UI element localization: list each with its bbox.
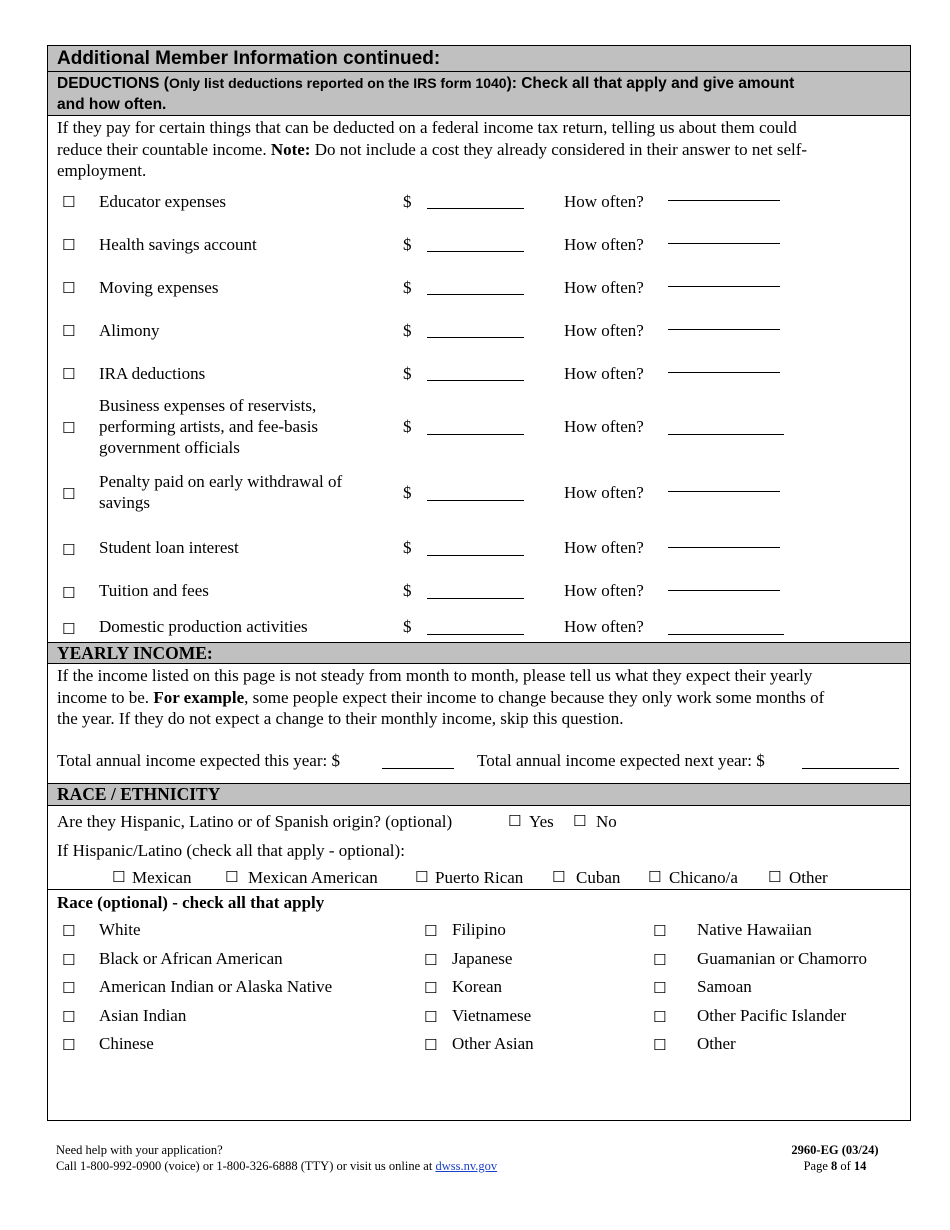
how-often-label: How often? [564, 235, 644, 254]
page-total: 14 [853, 1159, 867, 1173]
race-option: American Indian or Alaska Native [99, 977, 333, 996]
footer-call-line: Call 1-800-992-0900 (voice) or 1-800-326-6888 (TTY) or visit us online at [56, 1159, 436, 1173]
race-option: Japanese [452, 949, 513, 968]
race-option: Other Asian [452, 1034, 534, 1053]
race-checkbox[interactable]: ☐ [653, 979, 667, 997]
deduction-label: Tuition and fees [99, 581, 209, 600]
race-option: Vietnamese [452, 1006, 532, 1025]
deduction-label-line1: Business expenses of reservists, [99, 396, 317, 415]
deduction-label: Moving expenses [99, 278, 219, 297]
yearly-income-header [48, 642, 910, 664]
race-option: Native Hawaiian [697, 920, 812, 939]
deduction-checkbox[interactable]: ☐ [62, 584, 76, 602]
deduction-label-line2: performing artists, and fee-basis [99, 417, 319, 436]
yearly-income-line2b: , some people expect their income to change because they only work some months of [244, 687, 825, 707]
deduction-checkbox[interactable]: ☐ [62, 365, 76, 383]
deductions-intro-line2b: Do not include a cost they already considered in their answer to net self- [310, 139, 808, 159]
amount-field[interactable] [427, 500, 524, 501]
deduction-checkbox[interactable]: ☐ [62, 236, 76, 254]
footer-form-info [780, 1142, 890, 1174]
deductions-title: DEDUCTIONS ( [57, 75, 169, 92]
race-checkbox[interactable]: ☐ [424, 922, 438, 940]
deduction-checkbox[interactable]: ☐ [62, 541, 76, 559]
deduction-checkbox[interactable]: ☐ [62, 620, 76, 638]
next-year-income-label: Total annual income expected next year: $ [477, 751, 765, 770]
race-checkbox[interactable]: ☐ [653, 922, 667, 940]
hispanic-yes-label: Yes [529, 812, 554, 831]
hispanic-no-label: No [596, 812, 617, 831]
deductions-intro-line2a: reduce their countable income. [57, 139, 271, 159]
race-option: White [99, 920, 141, 939]
how-often-field[interactable] [668, 491, 780, 492]
deductions-title-rest: ): Check all that apply and give amount [506, 75, 795, 92]
race-checkbox[interactable]: ☐ [424, 979, 438, 997]
race-option: Chinese [99, 1034, 154, 1053]
origin-label: Mexican [132, 868, 192, 887]
race-option: Black or African American [99, 949, 283, 968]
hispanic-yes-checkbox[interactable]: ☐ [508, 812, 522, 830]
deduction-label: Student loan interest [99, 538, 239, 557]
how-often-label: How often? [564, 192, 644, 211]
how-often-field[interactable] [668, 372, 780, 373]
page-of: of [837, 1159, 854, 1173]
race-checkbox[interactable]: ☐ [424, 951, 438, 969]
origin-label: Other [789, 868, 828, 887]
how-often-field[interactable] [668, 200, 780, 201]
how-often-label: How often? [564, 483, 644, 502]
dollar-sign: $ [403, 278, 412, 297]
how-often-label: How often? [564, 538, 644, 557]
race-checkbox[interactable]: ☐ [653, 1036, 667, 1054]
deduction-label: Alimony [99, 321, 160, 340]
how-often-label: How often? [564, 417, 644, 436]
footer-website-link[interactable]: dwss.nv.gov [435, 1159, 498, 1173]
deduction-checkbox[interactable]: ☐ [62, 485, 76, 503]
this-year-income-label: Total annual income expected this year: $ [57, 751, 340, 770]
amount-field[interactable] [427, 294, 524, 295]
race-option: Filipino [452, 920, 506, 939]
deduction-checkbox[interactable]: ☐ [62, 322, 76, 340]
origin-checkbox[interactable]: ☐ [112, 868, 126, 886]
dollar-sign: $ [403, 364, 412, 383]
deduction-checkbox[interactable]: ☐ [62, 193, 76, 211]
hispanic-question: Are they Hispanic, Latino or of Spanish origin? (optional) [57, 812, 453, 831]
footer-help [56, 1142, 497, 1174]
how-often-field[interactable] [668, 547, 780, 548]
yearly-income-line3: the year. If they do not expect a change to their monthly income, skip this question. [57, 709, 624, 728]
race-checkbox[interactable]: ☐ [62, 1008, 76, 1026]
race-checkbox[interactable]: ☐ [62, 979, 76, 997]
origin-label: Mexican American [248, 868, 378, 887]
page-indicator [780, 1158, 890, 1174]
amount-field[interactable] [427, 598, 524, 599]
yearly-income-text [57, 665, 907, 730]
race-checkbox[interactable]: ☐ [62, 1036, 76, 1054]
how-often-field[interactable] [668, 590, 780, 591]
amount-field[interactable] [427, 251, 524, 252]
race-checkbox[interactable]: ☐ [424, 1036, 438, 1054]
deductions-intro [57, 117, 907, 182]
amount-field[interactable] [427, 337, 524, 338]
how-often-label: How often? [564, 278, 644, 297]
deduction-label: IRA deductions [99, 364, 206, 383]
race-checkbox[interactable]: ☐ [653, 951, 667, 969]
form-id: 2960-EG (03/24) [791, 1143, 879, 1157]
amount-field[interactable] [427, 380, 524, 381]
race-checkbox[interactable]: ☐ [62, 951, 76, 969]
origin-checkbox[interactable]: ☐ [552, 868, 566, 886]
race-option: Other Pacific Islander [697, 1006, 847, 1025]
dollar-sign: $ [403, 617, 412, 636]
race-checkbox[interactable]: ☐ [62, 922, 76, 940]
origin-label: Chicano/a [669, 868, 738, 887]
deductions-title-paren: Only list deductions reported on the IRS form 1040 [168, 75, 507, 91]
page-number: 8 [831, 1159, 838, 1173]
amount-field[interactable] [427, 208, 524, 209]
race-option: Guamanian or Chamorro [697, 949, 867, 968]
form-frame [47, 45, 911, 1121]
race-checkbox[interactable]: ☐ [653, 1008, 667, 1026]
race-option: Other [697, 1034, 736, 1053]
how-often-field[interactable] [668, 634, 784, 635]
deduction-label: Educator expenses [99, 192, 226, 211]
race-option: Asian Indian [99, 1006, 187, 1025]
deductions-header [48, 72, 910, 116]
how-often-field[interactable] [668, 434, 784, 435]
dollar-sign: $ [403, 192, 412, 211]
race-divider [48, 889, 910, 890]
how-often-field[interactable] [668, 286, 780, 287]
page-prefix: Page [803, 1159, 831, 1173]
amount-field[interactable] [427, 555, 524, 556]
deductions-title-line2: and how often. [57, 96, 167, 113]
deductions-intro-line3: employment. [57, 161, 147, 180]
origin-checkbox[interactable]: ☐ [768, 868, 782, 886]
amount-field[interactable] [427, 634, 524, 635]
origin-checkbox[interactable]: ☐ [648, 868, 662, 886]
deduction-label-line3: government officials [99, 438, 240, 457]
yearly-income-example: For example [153, 687, 245, 707]
race-ethnicity-title: RACE / ETHNICITY [57, 784, 221, 804]
hispanic-followup: If Hispanic/Latino (check all that apply - optional): [57, 841, 405, 860]
origin-label: Puerto Rican [435, 868, 524, 887]
race-title: Race (optional) - check all that apply [57, 893, 325, 912]
section-title-bar [48, 46, 910, 72]
deduction-checkbox[interactable]: ☐ [62, 279, 76, 297]
dollar-sign: $ [403, 417, 412, 436]
how-often-label: How often? [564, 364, 644, 383]
dollar-sign: $ [403, 235, 412, 254]
yearly-income-title: YEARLY INCOME: [57, 643, 213, 663]
dollar-sign: $ [403, 538, 412, 557]
race-option: Korean [452, 977, 503, 996]
deductions-intro-note: Note: [270, 139, 311, 159]
race-option: Samoan [697, 977, 752, 996]
how-often-label: How often? [564, 321, 644, 340]
section-title: Additional Member Information continued: [57, 48, 441, 69]
race-checkbox[interactable]: ☐ [424, 1008, 438, 1026]
deduction-checkbox[interactable]: ☐ [62, 419, 76, 437]
deduction-label: Health savings account [99, 235, 257, 254]
origin-label: Cuban [576, 868, 621, 887]
dollar-sign: $ [403, 321, 412, 340]
how-often-field[interactable] [668, 243, 780, 244]
deduction-label: Domestic production activities [99, 617, 308, 636]
this-year-income-field[interactable] [382, 768, 454, 769]
hispanic-no-checkbox[interactable]: ☐ [573, 812, 587, 830]
footer-help-line: Need help with your application? [56, 1143, 223, 1157]
dollar-sign: $ [403, 483, 412, 502]
amount-field[interactable] [427, 434, 524, 435]
deduction-label-line1: Penalty paid on early withdrawal of [99, 472, 343, 491]
next-year-income-field[interactable] [802, 768, 899, 769]
origin-checkbox[interactable]: ☐ [415, 868, 429, 886]
yearly-income-line2a: income to be. [57, 687, 154, 707]
deductions-intro-line1: If they pay for certain things that can be deducted on a federal income tax return, telling us about them could [57, 118, 797, 137]
how-often-field[interactable] [668, 329, 780, 330]
how-often-label: How often? [564, 581, 644, 600]
origin-checkbox[interactable]: ☐ [225, 868, 239, 886]
dollar-sign: $ [403, 581, 412, 600]
race-ethnicity-header [48, 783, 910, 806]
yearly-income-line1: If the income listed on this page is not steady from month to month, please tell us what they expect their yearly [57, 666, 813, 685]
how-often-label: How often? [564, 617, 644, 636]
deduction-label-line2: savings [99, 493, 150, 512]
